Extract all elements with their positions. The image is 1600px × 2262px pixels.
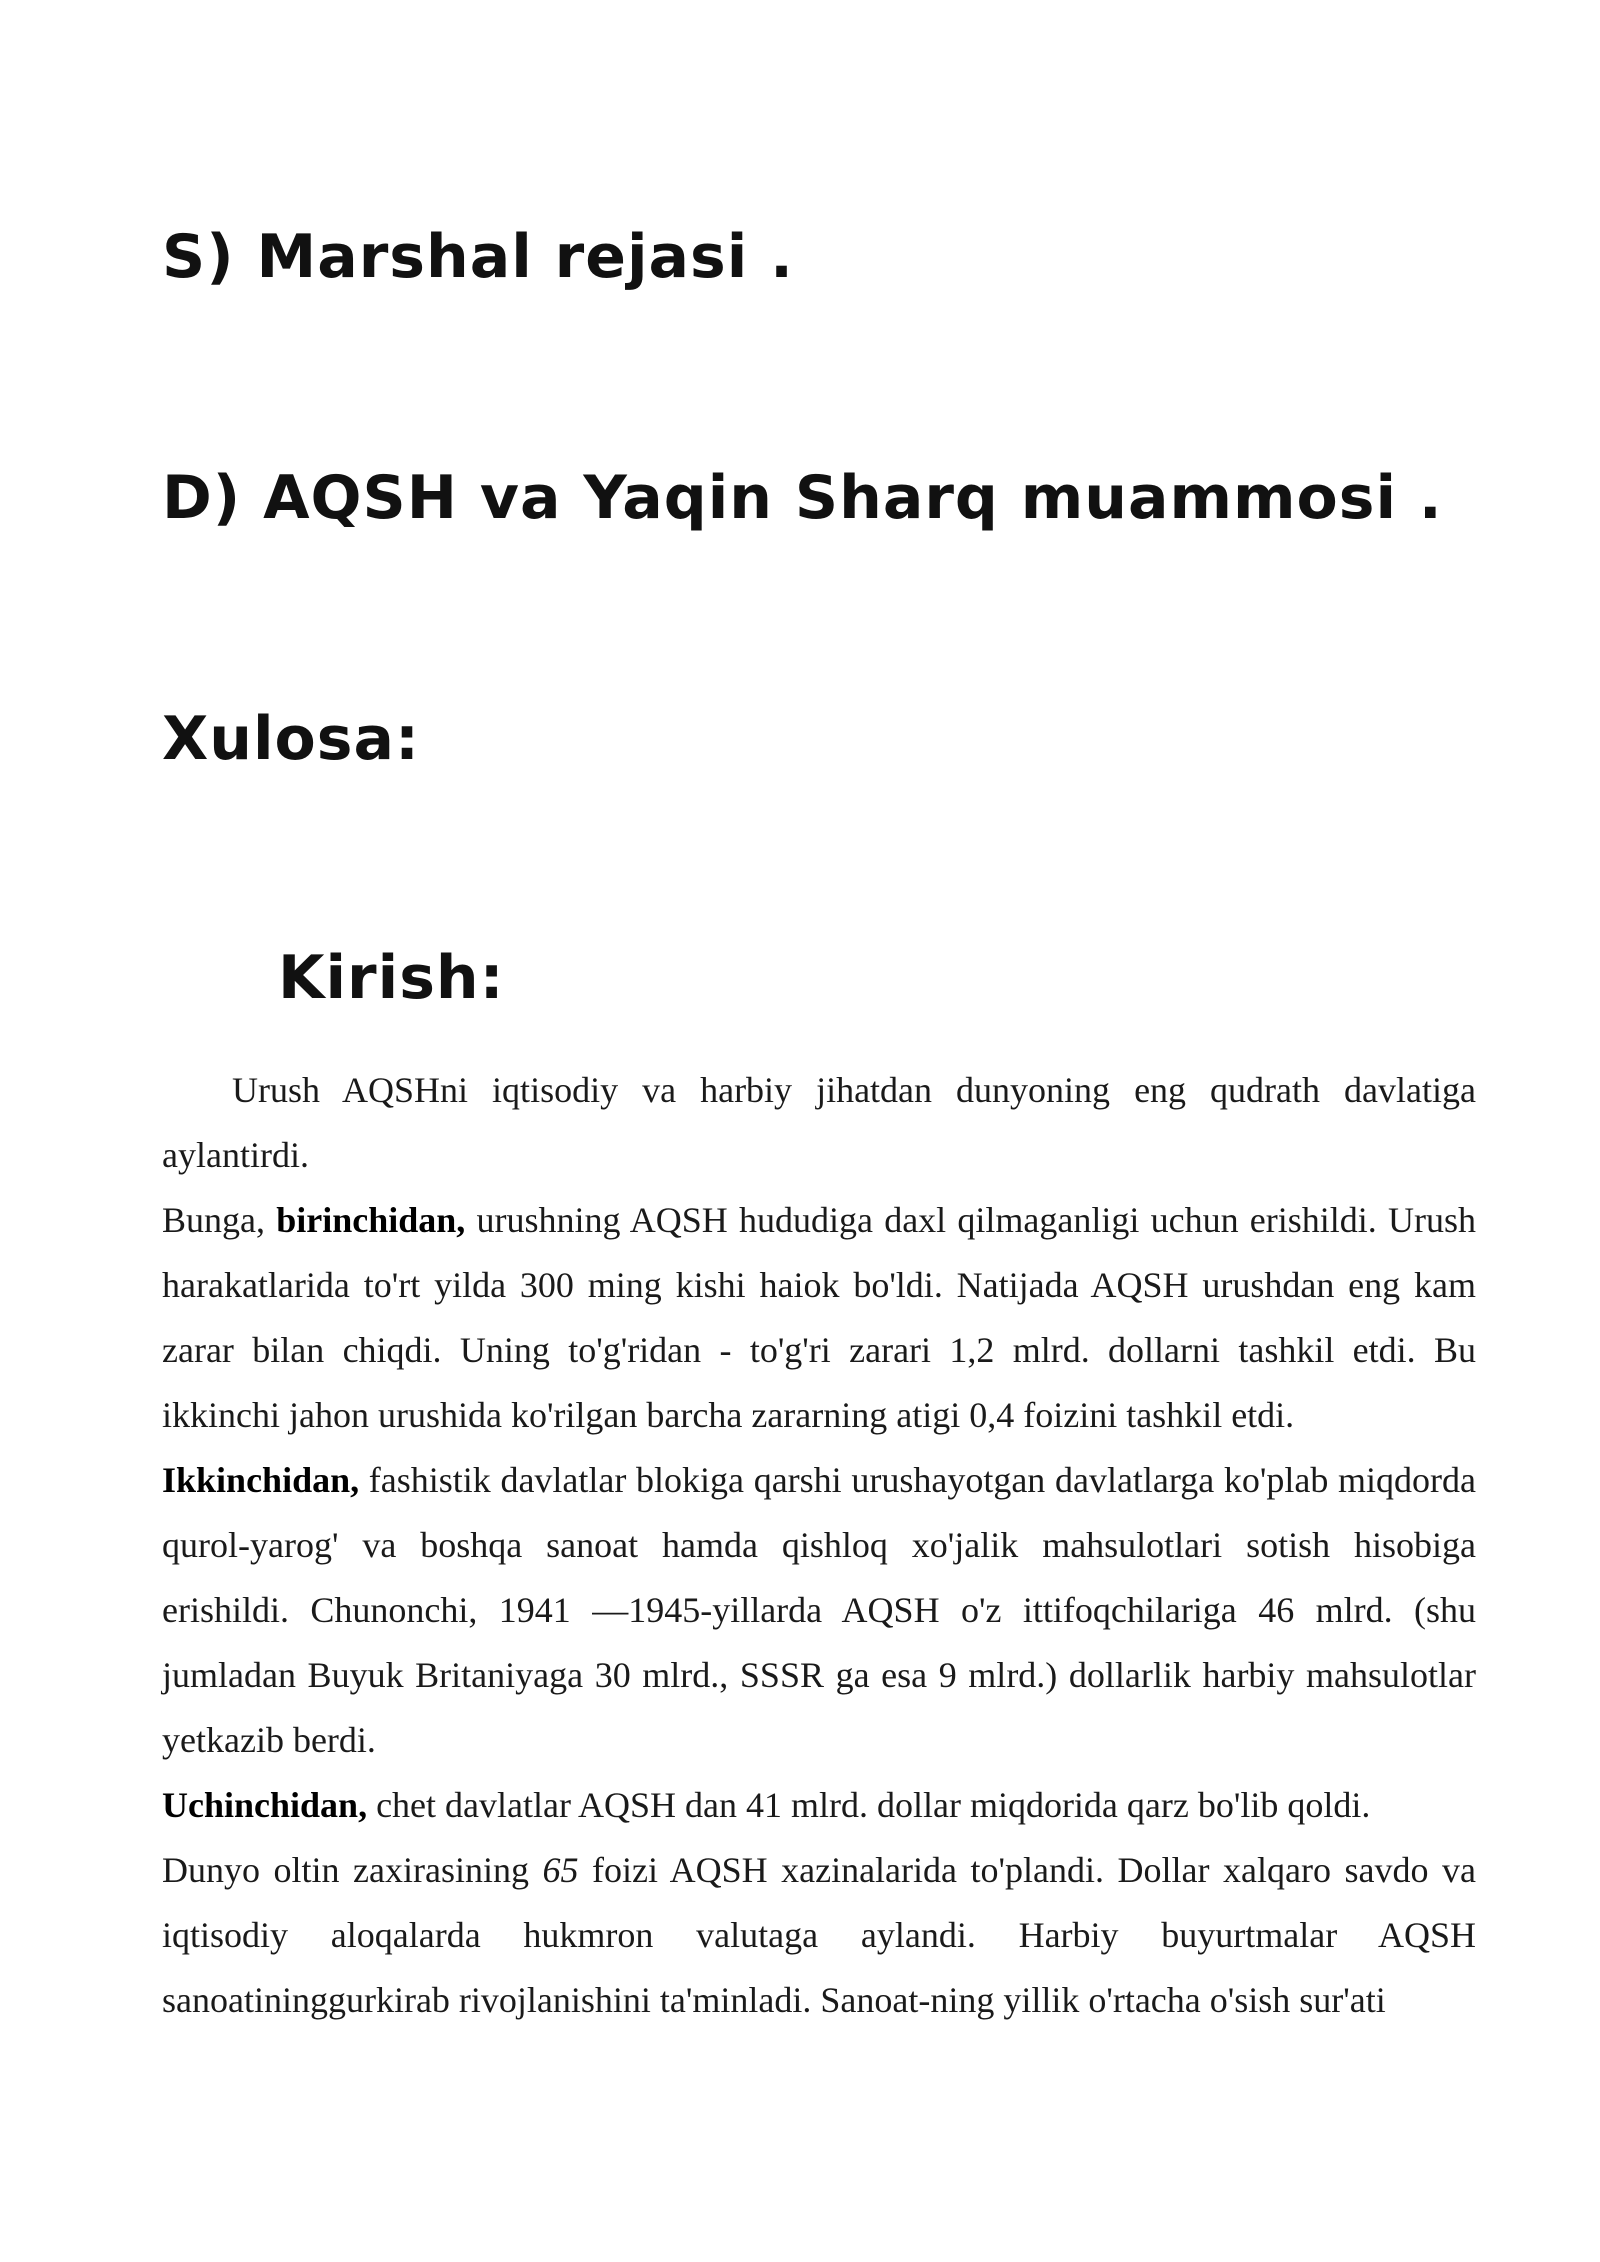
heading-xulosa: Xulosa: xyxy=(162,704,420,774)
paragraph-2-lead: Bunga, xyxy=(162,1200,277,1240)
body-text xyxy=(162,1058,1476,2033)
paragraph-2-bold: birinchidan, xyxy=(276,1200,466,1240)
paragraph-5-italic: 65 xyxy=(542,1850,579,1890)
paragraph-1: Urush AQSHni iqtisodiy va harbiy jihatdan dunyoning eng qudrath davlatiga aylantirdi. xyxy=(162,1070,1476,1175)
paragraph-3-bold: Ikkinchidan, xyxy=(162,1460,360,1500)
paragraph-5-a: Dunyo oltin zaxirasining xyxy=(162,1850,543,1890)
paragraph-4-text: chet davlatlar AQSH dan 41 mlrd. dollar miqdorida qarz bo'lib qoldi. xyxy=(367,1785,1371,1825)
paragraph-2-text: urushning AQSH hududiga daxl qilmaganligi uchun erishildi. Urush harakatlarida to'rt yilda 300 ming kishi haiok bo'ldi. Natijada AQSH urushdan eng kam zarar bilan chiqdi. Uning to'g'ridan - to'g'ri zarari 1,2 mlrd. dollarni tashkil etdi. Bu ikkinchi jahon urushida ko'rilgan barcha zararning atigi 0,4 foizini tashkil etdi. xyxy=(162,1200,1476,1435)
heading-kirish: Kirish: xyxy=(278,943,505,1013)
paragraph-5-b: foizi AQSH xazinalarida to'plandi. Dollar xalqaro savdo va iqtisodiy aloqalarda hukmron valutaga aylandi. Harbiy buyurtmalar AQSH sanoatininggurkirab rivojlanishini ta'minladi. Sanoat-ning yillik o'rtacha o'sish sur'ati xyxy=(162,1850,1476,2020)
paragraph-2 xyxy=(162,1188,1476,1448)
paragraph-3-text: fashistik davlatlar blokiga qarshi urushayotgan davlatlarga ko'plab miqdorda qurol-yarog' va boshqa sanoat hamda qishloq xo'jalik mahsulotlari sotish hisobiga erishildi. Chunonchi, 1941 —1945-yillarda AQSH o'z ittifoqchilariga 46 mlrd. (shu jumladan Buyuk Britaniyaga 30 mlrd., SSSR ga esa 9 mlrd.) dollarlik harbiy mahsulotlar yetkazib berdi. xyxy=(162,1460,1476,1760)
heading-marshal-rejasi: S) Marshal rejasi . xyxy=(162,222,794,292)
paragraph-5 xyxy=(162,1838,1476,2033)
paragraph-4 xyxy=(162,1773,1476,1838)
paragraph-3 xyxy=(162,1448,1476,1773)
heading-aqsh-yaqin-sharq: D) AQSH va Yaqin Sharq muammosi . xyxy=(162,463,1443,533)
paragraph-4-bold: Uchinchidan, xyxy=(162,1785,368,1825)
